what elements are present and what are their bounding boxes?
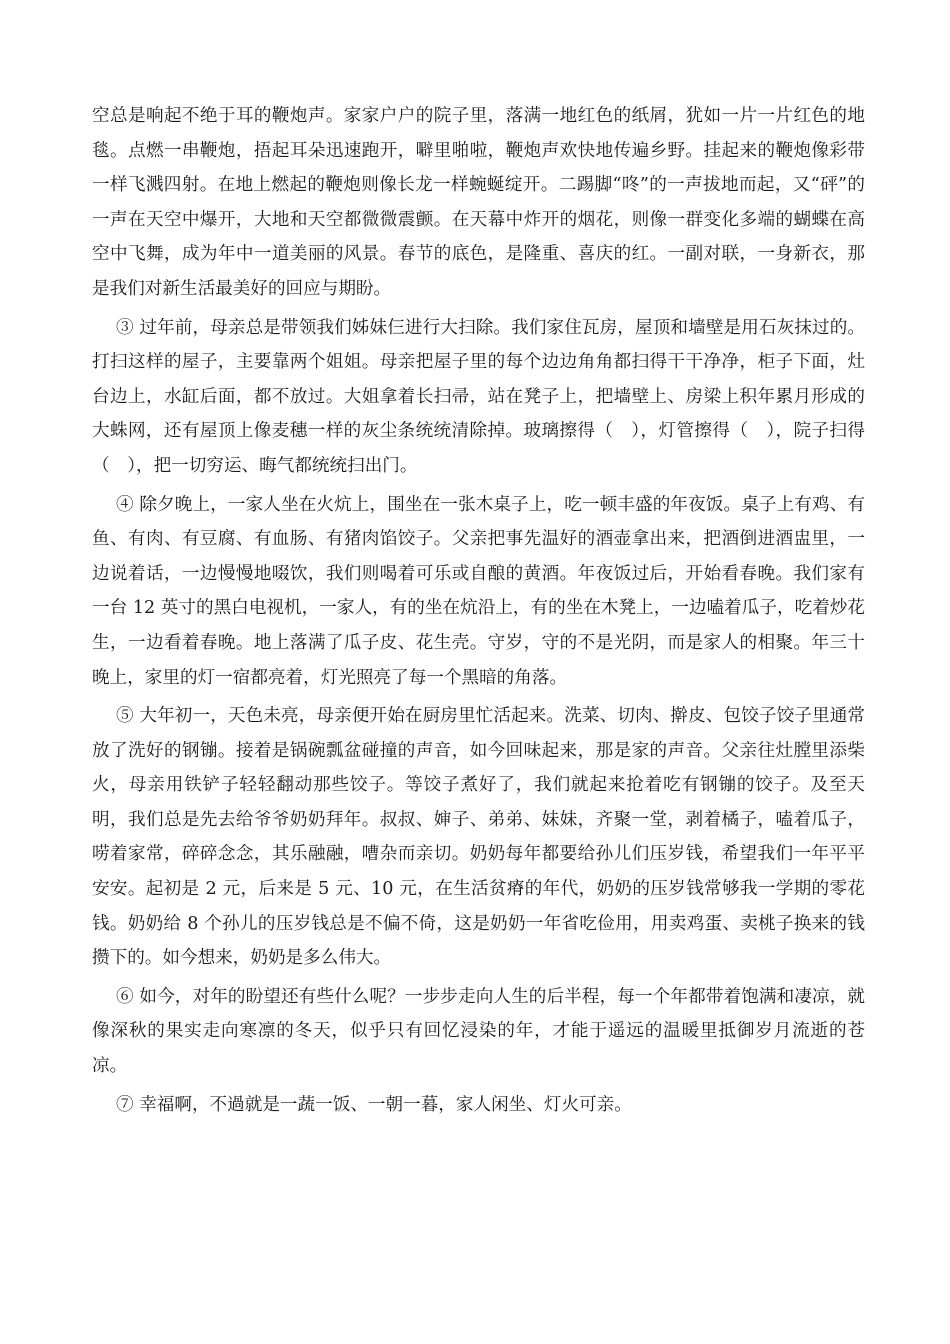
paragraph-2-continued: 空总是响起不绝于耳的鞭炮声。家家户户的院子里，落满一地红色的纸屑，犹如一片一片红色的地毯。点燃一串鞭炮，捂起耳朵迅速跑开，噼里啪啦，鞭炮声欢快地传遍乡野。挂起来的鞭炮像彩带一样飞溅四射。在地上燃起的鞭炮则像长龙一样蜿蜒绽开。二踢脚“咚”的一声拔地而起，又“砰”的一声在天空中爆开，大地和天空都微微震颤。在天幕中炸开的烟花，则像一群变化多端的蝴蝶在高空中飞舞，成为年中一道美丽的风景。春节的底色，是隆重、喜庆的红。一副对联，一身新衣，那是我们对新生活最美好的回应与期盼。 xyxy=(92,106,865,299)
paragraph-6: ⑥ 如今，对年的盼望还有些什么呢？一步步走向人生的后半程，每一个年都带着饱满和凄凉，就像深秋的果实走向寒凛的冬天，似乎只有回忆浸染的年，才能于遥远的温暖里抵御岁月流逝的苍凉。 xyxy=(92,986,865,1077)
paragraph-3: ③ 过年前，母亲总是带领我们姊妹仨进行大扫除。我们家住瓦房，屋顶和墙壁是用石灰抹过的。打扫这样的屋子，主要靠两个姐姐。母亲把屋子里的每个边边角角都扫得干干净净，柜子下面，灶台边上，水缸后面，都不放过。大姐拿着长扫帚，站在凳子上，把墙壁上、房梁上积年累月形成的大蛛网，还有屋顶上像麦穗一样的灰尘条统统清除掉。玻璃擦得（ ），灯管擦得（ ），院子扫得（ ），把一切穷运、晦气都统统扫出门。 xyxy=(92,317,865,476)
paragraph-4: ④ 除夕晚上，一家人坐在火炕上，围坐在一张木桌子上，吃一顿丰盛的年夜饭。桌子上有鸡、有鱼、有肉、有豆腐、有血肠、有猪肉馅饺子。父亲把事先温好的酒壶拿出来，把酒倒进酒盅里，一边说着话，一边慢慢地啜饮，我们则喝着可乐或自酿的黄酒。年夜饭过后，开始看春晚。我们家有一台 12 英寸的黑白电视机，一家人，有的坐在炕沿上，有的坐在木凳上，一边嗑着瓜子，吃着炒花生，一边看着春晚。地上落满了瓜子皮、花生壳。守岁，守的不是光阴，而是家人的相聚。年三十晚上，家里的灯一宿都亮着，灯光照亮了每一个黑暗的角落。 xyxy=(92,494,865,688)
paragraph-5: ⑤ 大年初一，天色未亮，母亲便开始在厨房里忙活起来。洗菜、切肉、擀皮、包饺子饺子里通常放了洗好的钢镚。接着是锅碗瓢盆碰撞的声音，如今回味起来，那是家的声音。父亲往灶膛里添柴火，母亲用铁铲子轻轻翻动那些饺子。等饺子煮好了，我们就起来抢着吃有钢镚的饺子。及至天明，我们总是先去给爷爷奶奶拜年。叔叔、婶子、弟弟、妹妹，齐聚一堂，剥着橘子，嗑着瓜子，唠着家常，碎碎念念，其乐融融，嘈杂而亲切。奶奶每年都要给孙儿们压岁钱，希望我们一年平平安安。起初是 2 元，后来是 5 元、10 元，在生活贫瘠的年代，奶奶的压岁钱常够我一学期的零花钱。奶奶给 8 个孙儿的压岁钱总是不偏不倚，这是奶奶一年省吃俭用，用卖鸡蛋、卖桃子换来的钱攒下的。如今想来，奶奶是多么伟大。 xyxy=(92,706,865,969)
document-body xyxy=(92,99,865,1126)
paragraph-7: ⑦ 幸福啊，不過就是一蔬一饭、一朝一暮，家人闲坐、灯火可亲。 xyxy=(116,1094,632,1115)
